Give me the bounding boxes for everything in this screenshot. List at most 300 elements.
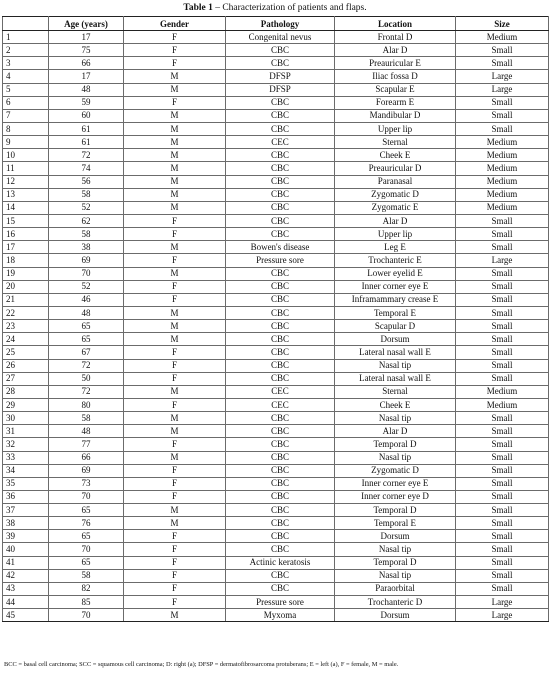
- cell-age: 75: [49, 44, 124, 57]
- table-row: [3, 122, 549, 135]
- table-row: [3, 569, 549, 582]
- cell-gender: F: [124, 44, 226, 57]
- cell-index: 18: [3, 254, 49, 267]
- cell-age: 48: [49, 83, 124, 96]
- cell-size: Small: [456, 438, 549, 451]
- cell-gender: F: [124, 477, 226, 490]
- header-age: Age (years): [49, 17, 124, 31]
- cell-index: 3: [3, 57, 49, 70]
- cell-gender: M: [124, 175, 226, 188]
- table-row: [3, 70, 549, 83]
- cell-pathology: Myxoma: [226, 609, 335, 622]
- table-row: [3, 438, 549, 451]
- cell-gender: M: [124, 122, 226, 135]
- cell-pathology: CBC: [226, 214, 335, 227]
- cell-location: Nasal tip: [335, 412, 456, 425]
- cell-size: Small: [456, 425, 549, 438]
- table-row: [3, 556, 549, 569]
- table-row: [3, 44, 549, 57]
- cell-size: Small: [456, 306, 549, 319]
- cell-location: Inframammary crease E: [335, 293, 456, 306]
- cell-size: Medium: [456, 149, 549, 162]
- cell-location: Scapular D: [335, 320, 456, 333]
- cell-location: Temporal E: [335, 306, 456, 319]
- cell-index: 40: [3, 543, 49, 556]
- cell-size: Large: [456, 70, 549, 83]
- cell-size: Small: [456, 333, 549, 346]
- cell-pathology: CBC: [226, 188, 335, 201]
- cell-gender: F: [124, 31, 226, 44]
- cell-size: Medium: [456, 31, 549, 44]
- cell-gender: F: [124, 280, 226, 293]
- cell-index: 26: [3, 359, 49, 372]
- cell-age: 52: [49, 201, 124, 214]
- cell-pathology: CBC: [226, 96, 335, 109]
- cell-pathology: Actinic keratosis: [226, 556, 335, 569]
- cell-gender: F: [124, 254, 226, 267]
- header-location: Location: [335, 17, 456, 31]
- cell-gender: M: [124, 83, 226, 96]
- cell-index: 31: [3, 425, 49, 438]
- cell-location: Preauricular D: [335, 162, 456, 175]
- cell-location: Temporal D: [335, 556, 456, 569]
- cell-index: 16: [3, 228, 49, 241]
- cell-location: Inner corner eye E: [335, 477, 456, 490]
- cell-pathology: CBC: [226, 517, 335, 530]
- cell-size: Small: [456, 464, 549, 477]
- cell-index: 2: [3, 44, 49, 57]
- cell-pathology: CBC: [226, 228, 335, 241]
- cell-age: 74: [49, 162, 124, 175]
- cell-size: Small: [456, 582, 549, 595]
- cell-age: 65: [49, 333, 124, 346]
- table-row: [3, 609, 549, 622]
- cell-size: Small: [456, 267, 549, 280]
- cell-index: 5: [3, 83, 49, 96]
- cell-location: Paraorbital: [335, 582, 456, 595]
- cell-index: 33: [3, 451, 49, 464]
- table-row: [3, 31, 549, 44]
- cell-index: 39: [3, 530, 49, 543]
- cell-size: Small: [456, 293, 549, 306]
- cell-age: 70: [49, 543, 124, 556]
- cell-location: Cheek E: [335, 398, 456, 411]
- cell-age: 50: [49, 372, 124, 385]
- cell-gender: F: [124, 293, 226, 306]
- cell-gender: M: [124, 188, 226, 201]
- cell-index: 1: [3, 31, 49, 44]
- cell-pathology: CBC: [226, 109, 335, 122]
- cell-size: Small: [456, 569, 549, 582]
- cell-location: Dorsum: [335, 609, 456, 622]
- table-caption: [0, 2, 550, 15]
- header-gender: Gender: [124, 17, 226, 31]
- cell-size: Small: [456, 241, 549, 254]
- cell-age: 77: [49, 438, 124, 451]
- table-row: [3, 214, 549, 227]
- cell-index: 37: [3, 504, 49, 517]
- cell-index: 22: [3, 306, 49, 319]
- cell-age: 65: [49, 556, 124, 569]
- cell-gender: M: [124, 517, 226, 530]
- cell-pathology: CBC: [226, 451, 335, 464]
- cell-location: Lower eyelid E: [335, 267, 456, 280]
- cell-age: 70: [49, 490, 124, 503]
- cell-location: Trochanteric E: [335, 254, 456, 267]
- cell-index: 13: [3, 188, 49, 201]
- cell-location: Temporal D: [335, 504, 456, 517]
- cell-size: Medium: [456, 188, 549, 201]
- table-row: [3, 333, 549, 346]
- cell-gender: F: [124, 398, 226, 411]
- cell-size: Small: [456, 122, 549, 135]
- cell-gender: F: [124, 359, 226, 372]
- cell-gender: M: [124, 70, 226, 83]
- cell-pathology: CBC: [226, 582, 335, 595]
- cell-age: 70: [49, 609, 124, 622]
- cell-gender: M: [124, 201, 226, 214]
- cell-gender: M: [124, 333, 226, 346]
- cell-index: 30: [3, 412, 49, 425]
- cell-gender: F: [124, 214, 226, 227]
- table-row: [3, 477, 549, 490]
- cell-index: 23: [3, 320, 49, 333]
- cell-gender: M: [124, 609, 226, 622]
- table-row: [3, 228, 549, 241]
- cell-index: 43: [3, 582, 49, 595]
- cell-index: 38: [3, 517, 49, 530]
- cell-index: 17: [3, 241, 49, 254]
- cell-size: Small: [456, 556, 549, 569]
- cell-location: Iliac fossa D: [335, 70, 456, 83]
- cell-index: 35: [3, 477, 49, 490]
- cell-size: Small: [456, 346, 549, 359]
- table-row: [3, 464, 549, 477]
- cell-size: Medium: [456, 201, 549, 214]
- cell-size: Medium: [456, 162, 549, 175]
- header-pathology: Pathology: [226, 17, 335, 31]
- cell-gender: F: [124, 543, 226, 556]
- cell-gender: F: [124, 490, 226, 503]
- table-body: [3, 31, 549, 622]
- cell-index: 42: [3, 569, 49, 582]
- table-row: [3, 280, 549, 293]
- cell-pathology: CBC: [226, 162, 335, 175]
- cell-size: Small: [456, 530, 549, 543]
- table-row: [3, 530, 549, 543]
- cell-gender: F: [124, 96, 226, 109]
- cell-location: Upper lip: [335, 228, 456, 241]
- cell-size: Small: [456, 96, 549, 109]
- cell-index: 9: [3, 136, 49, 149]
- cell-pathology: CBC: [226, 504, 335, 517]
- cell-location: Sternal: [335, 136, 456, 149]
- cell-index: 45: [3, 609, 49, 622]
- cell-gender: M: [124, 241, 226, 254]
- cell-index: 6: [3, 96, 49, 109]
- cell-age: 69: [49, 464, 124, 477]
- cell-location: Trochanteric D: [335, 596, 456, 609]
- cell-age: 58: [49, 412, 124, 425]
- cell-size: Small: [456, 517, 549, 530]
- cell-index: 4: [3, 70, 49, 83]
- cell-pathology: CBC: [226, 425, 335, 438]
- cell-age: 17: [49, 31, 124, 44]
- cell-gender: M: [124, 425, 226, 438]
- cell-pathology: CBC: [226, 569, 335, 582]
- cell-gender: F: [124, 438, 226, 451]
- cell-pathology: Pressure sore: [226, 596, 335, 609]
- cell-pathology: CBC: [226, 543, 335, 556]
- cell-pathology: Bowen's disease: [226, 241, 335, 254]
- table-row: [3, 346, 549, 359]
- cell-age: 72: [49, 385, 124, 398]
- table-row: [3, 109, 549, 122]
- cell-pathology: CBC: [226, 175, 335, 188]
- table-row: [3, 149, 549, 162]
- cell-gender: F: [124, 464, 226, 477]
- cell-pathology: CBC: [226, 490, 335, 503]
- cell-pathology: CBC: [226, 122, 335, 135]
- cell-age: 65: [49, 504, 124, 517]
- cell-size: Small: [456, 109, 549, 122]
- cell-age: 69: [49, 254, 124, 267]
- table-row: [3, 385, 549, 398]
- cell-size: Small: [456, 359, 549, 372]
- cell-pathology: CEC: [226, 136, 335, 149]
- cell-pathology: CEC: [226, 385, 335, 398]
- cell-age: 58: [49, 569, 124, 582]
- cell-location: Paranasal: [335, 175, 456, 188]
- cell-age: 72: [49, 149, 124, 162]
- cell-size: Large: [456, 609, 549, 622]
- table-row: [3, 96, 549, 109]
- cell-pathology: CBC: [226, 346, 335, 359]
- header-index: [3, 17, 49, 31]
- cell-index: 7: [3, 109, 49, 122]
- cell-location: Inner corner eye E: [335, 280, 456, 293]
- cell-gender: F: [124, 346, 226, 359]
- cell-location: Nasal tip: [335, 543, 456, 556]
- cell-location: Temporal E: [335, 517, 456, 530]
- cell-size: Small: [456, 228, 549, 241]
- cell-age: 80: [49, 398, 124, 411]
- cell-gender: M: [124, 306, 226, 319]
- cell-age: 82: [49, 582, 124, 595]
- cell-index: 32: [3, 438, 49, 451]
- cell-index: 8: [3, 122, 49, 135]
- cell-location: Cheek E: [335, 149, 456, 162]
- cell-gender: M: [124, 385, 226, 398]
- cell-location: Nasal tip: [335, 569, 456, 582]
- cell-location: Alar D: [335, 44, 456, 57]
- cell-pathology: CBC: [226, 201, 335, 214]
- cell-location: Temporal D: [335, 438, 456, 451]
- cell-location: Zygomatic D: [335, 464, 456, 477]
- cell-gender: F: [124, 57, 226, 70]
- table-row: [3, 412, 549, 425]
- cell-pathology: DFSP: [226, 83, 335, 96]
- cell-pathology: CBC: [226, 57, 335, 70]
- cell-size: Small: [456, 451, 549, 464]
- cell-index: 44: [3, 596, 49, 609]
- cell-location: Forearm E: [335, 96, 456, 109]
- cell-index: 24: [3, 333, 49, 346]
- table-row: [3, 136, 549, 149]
- cell-pathology: Congenital nevus: [226, 31, 335, 44]
- cell-location: Sternal: [335, 385, 456, 398]
- table-row: [3, 201, 549, 214]
- cell-location: Dorsum: [335, 333, 456, 346]
- cell-age: 52: [49, 280, 124, 293]
- cell-size: Medium: [456, 385, 549, 398]
- cell-index: 12: [3, 175, 49, 188]
- cell-index: 28: [3, 385, 49, 398]
- cell-index: 34: [3, 464, 49, 477]
- cell-size: Large: [456, 596, 549, 609]
- table-row: [3, 425, 549, 438]
- table-footnote: BCC = basal cell carcinoma; SCC = squamous cell carcinoma; D: right (a); DFSP = dermatofibrosarcoma protuberans; E = left (a), F = female, M = male.: [4, 661, 399, 668]
- cell-age: 76: [49, 517, 124, 530]
- cell-location: Inner corner eye D: [335, 490, 456, 503]
- cell-gender: F: [124, 530, 226, 543]
- cell-age: 60: [49, 109, 124, 122]
- cell-gender: M: [124, 149, 226, 162]
- cell-location: Alar D: [335, 214, 456, 227]
- table-caption-label: Table 1: [183, 3, 213, 13]
- cell-location: Lateral nasal wall E: [335, 346, 456, 359]
- cell-size: Small: [456, 490, 549, 503]
- cell-pathology: CBC: [226, 372, 335, 385]
- cell-size: Small: [456, 280, 549, 293]
- table-row: [3, 504, 549, 517]
- table-row: [3, 306, 549, 319]
- cell-location: Upper lip: [335, 122, 456, 135]
- cell-age: 46: [49, 293, 124, 306]
- cell-location: Zygomatic E: [335, 201, 456, 214]
- cell-pathology: CBC: [226, 412, 335, 425]
- cell-age: 48: [49, 425, 124, 438]
- cell-pathology: CBC: [226, 477, 335, 490]
- cell-gender: F: [124, 569, 226, 582]
- table-row: [3, 175, 549, 188]
- table-row: [3, 267, 549, 280]
- cell-index: 14: [3, 201, 49, 214]
- cell-index: 27: [3, 372, 49, 385]
- cell-pathology: CBC: [226, 438, 335, 451]
- table-row: [3, 543, 549, 556]
- cell-age: 62: [49, 214, 124, 227]
- cell-gender: M: [124, 320, 226, 333]
- cell-gender: M: [124, 136, 226, 149]
- cell-size: Small: [456, 320, 549, 333]
- table-row: [3, 596, 549, 609]
- cell-location: Zygomatic D: [335, 188, 456, 201]
- cell-size: Small: [456, 372, 549, 385]
- cell-gender: F: [124, 556, 226, 569]
- table-row: [3, 372, 549, 385]
- cell-location: Nasal tip: [335, 359, 456, 372]
- cell-pathology: CBC: [226, 280, 335, 293]
- cell-pathology: CEC: [226, 398, 335, 411]
- cell-index: 11: [3, 162, 49, 175]
- cell-gender: M: [124, 504, 226, 517]
- cell-index: 29: [3, 398, 49, 411]
- cell-age: 38: [49, 241, 124, 254]
- cell-pathology: CBC: [226, 359, 335, 372]
- cell-location: Frontal D: [335, 31, 456, 44]
- cell-age: 65: [49, 320, 124, 333]
- table-row: [3, 241, 549, 254]
- cell-location: Dorsum: [335, 530, 456, 543]
- cell-location: Mandibular D: [335, 109, 456, 122]
- table-row: [3, 582, 549, 595]
- cell-gender: M: [124, 109, 226, 122]
- cell-pathology: CBC: [226, 44, 335, 57]
- table-row: [3, 490, 549, 503]
- header-row: [3, 17, 549, 31]
- cell-pathology: CBC: [226, 333, 335, 346]
- cell-location: Preauricular E: [335, 57, 456, 70]
- table-header: [3, 17, 549, 31]
- cell-size: Medium: [456, 175, 549, 188]
- cell-gender: M: [124, 412, 226, 425]
- table-row: [3, 293, 549, 306]
- cell-location: Scapular E: [335, 83, 456, 96]
- cell-gender: M: [124, 267, 226, 280]
- cell-age: 66: [49, 451, 124, 464]
- table-row: [3, 162, 549, 175]
- cell-size: Large: [456, 254, 549, 267]
- table-row: [3, 320, 549, 333]
- cell-gender: F: [124, 228, 226, 241]
- cell-age: 70: [49, 267, 124, 280]
- cell-size: Small: [456, 57, 549, 70]
- table-row: [3, 188, 549, 201]
- cell-age: 67: [49, 346, 124, 359]
- cell-index: 25: [3, 346, 49, 359]
- table-row: [3, 254, 549, 267]
- cell-pathology: CBC: [226, 464, 335, 477]
- cell-age: 65: [49, 530, 124, 543]
- cell-index: 21: [3, 293, 49, 306]
- cell-age: 58: [49, 228, 124, 241]
- cell-pathology: CBC: [226, 320, 335, 333]
- cell-size: Small: [456, 504, 549, 517]
- cell-age: 58: [49, 188, 124, 201]
- cell-gender: M: [124, 451, 226, 464]
- cell-size: Medium: [456, 136, 549, 149]
- cell-pathology: CBC: [226, 267, 335, 280]
- table-row: [3, 57, 549, 70]
- cell-size: Large: [456, 83, 549, 96]
- cell-age: 66: [49, 57, 124, 70]
- cell-gender: M: [124, 162, 226, 175]
- table-row: [3, 451, 549, 464]
- cell-age: 17: [49, 70, 124, 83]
- header-size: Size: [456, 17, 549, 31]
- cell-size: Small: [456, 543, 549, 556]
- cell-pathology: DFSP: [226, 70, 335, 83]
- table-caption-text: – Characterization of patients and flaps.: [212, 3, 367, 13]
- cell-pathology: CBC: [226, 306, 335, 319]
- table-row: [3, 517, 549, 530]
- cell-size: Small: [456, 214, 549, 227]
- cell-gender: F: [124, 372, 226, 385]
- cell-pathology: CBC: [226, 293, 335, 306]
- cell-age: 61: [49, 136, 124, 149]
- cell-gender: F: [124, 596, 226, 609]
